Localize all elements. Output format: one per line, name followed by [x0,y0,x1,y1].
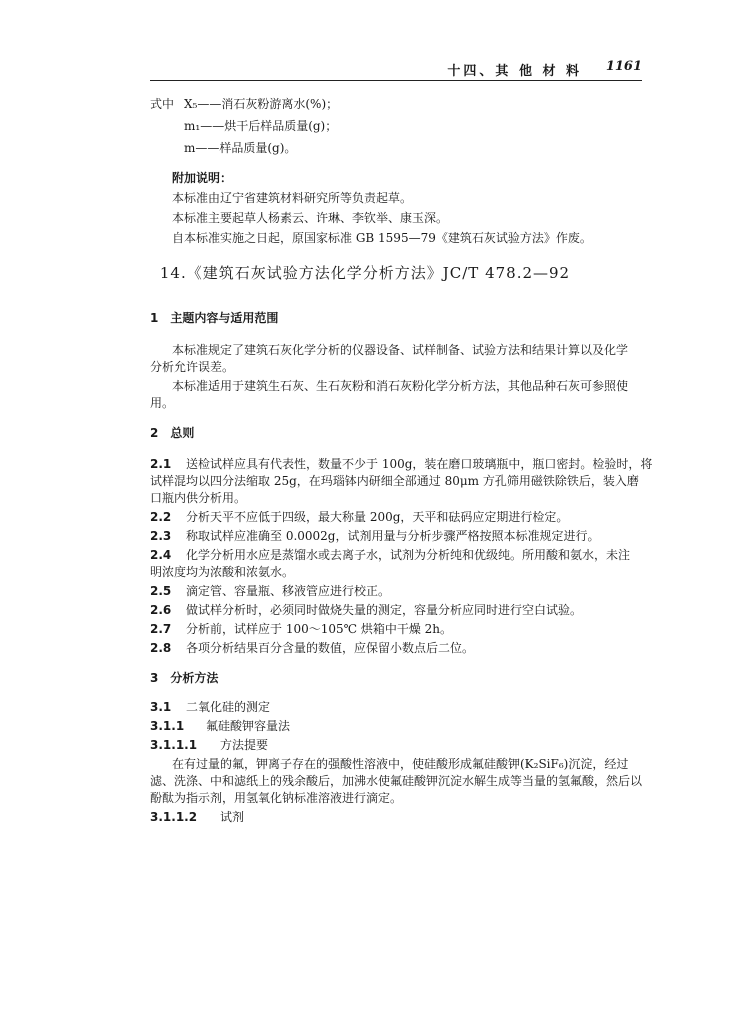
clause-number: 2.1 [150,457,172,471]
clause-2-6 [150,602,582,618]
clause-text: 二氧化硅的测定 [186,700,271,714]
clause-3-1-1 [150,718,290,734]
formula-note-1: X₅——消石灰粉游离水(%)； [184,97,339,111]
clause-2-3 [150,528,600,544]
clause-2-2 [150,509,568,525]
clause-text: 化学分析用水应是蒸馏水或去离子水，试剂为分析纯和优级纯。所用酸和氨水，未注 [186,548,631,562]
header-section-title: 十四、其 他 材 料 [447,64,582,79]
section-1-p1-line1: 本标准规定了建筑石灰化学分析的仪器设备、试样制备、试验方法和结果计算以及化学 [172,343,629,357]
clause-number: 3.1.1 [150,719,185,733]
clause-number: 2.8 [150,641,172,655]
clause-text: 试剂 [220,810,245,824]
clause-text: 做试样分析时，必须同时做烧失量的测定，容量分析应同时进行空白试验。 [186,603,583,617]
section-1-p1-line2: 分析允许误差。 [150,360,235,374]
method-summary-line3: 酚酞为指示剂，用氢氧化钠标准溶液进行滴定。 [150,791,403,805]
clause-3-1-1-2 [150,809,244,825]
clause-text: 氟硅酸钾容量法 [206,719,291,733]
clause-2-1-line3: 口瓶内供分析用。 [150,491,247,505]
section-1-p2-line1: 本标准适用于建筑生石灰、生石灰粉和消石灰粉化学分析方法，其他品种石灰可参照使 [172,379,629,393]
header-page-number: 1161 [605,59,642,74]
appendix-line-1: 本标准由辽宁省建筑材料研究所等负责起草。 [172,191,413,205]
formula-prefix: 式中 [150,97,175,111]
section-1-p2-line2: 用。 [150,396,175,410]
clause-number: 2.5 [150,584,172,598]
clause-number: 2.7 [150,622,172,636]
section-3-heading: 3 分析方法 [150,671,219,685]
appendix-heading: 附加说明： [172,171,233,185]
formula-note-2: m₁——烘干后样品质量(g)； [184,119,338,133]
clause-2-1-line2: 试样混均以四分法缩取 25g，在玛瑙钵内研细全部通过 80μm 方孔筛用磁铁除铁后，装入磨 [150,474,639,488]
method-summary-line1: 在有过量的氟，钾离子存在的强酸性溶液中，使硅酸形成氟硅酸钾(K₂SiF₆)沉淀，经过 [172,757,629,771]
clause-2-1 [150,456,652,472]
clause-2-5 [150,583,390,599]
clause-2-8 [150,640,474,656]
section-1-heading: 1 主题内容与适用范围 [150,311,279,325]
clause-2-7 [150,621,452,637]
standard-title: 14.《建筑石灰试验方法化学分析方法》JC/T 478.2—92 [159,264,571,282]
clause-2-4-line2: 明浓度均为浓酸和浓氨水。 [150,565,295,579]
clause-3-1 [150,699,270,715]
clause-text: 分析前，试样应于 100～105℃ 烘箱中干燥 2h。 [186,622,453,636]
page-header [150,60,642,78]
clause-text: 送检试样应具有代表性，数量不少于 100g，装在磨口玻璃瓶中，瓶口密封。检验时，将 [186,457,653,471]
clause-text: 称取试样应准确至 0.0002g，试剂用量与分析步骤严格按照本标准规定进行。 [186,529,600,543]
clause-text: 各项分析结果百分含量的数值，应保留小数点后二位。 [186,641,475,655]
clause-text: 方法提要 [220,738,269,752]
clause-number: 3.1 [150,700,172,714]
clause-number: 3.1.1.2 [150,810,198,824]
clause-2-4 [150,547,630,563]
clause-text: 分析天平不应低于四级，最大称量 200g，天平和砝码应定期进行检定。 [186,510,569,524]
clause-number: 2.3 [150,529,172,543]
clause-text: 滴定管、容量瓶、移液管应进行校正。 [186,584,391,598]
header-rule [150,80,642,81]
section-2-heading: 2 总则 [150,426,195,440]
formula-note-3: m——样品质量(g)。 [184,141,297,155]
clause-number: 3.1.1.1 [150,738,198,752]
clause-number: 2.4 [150,548,172,562]
clause-3-1-1-1 [150,737,268,753]
clause-number: 2.2 [150,510,172,524]
appendix-line-2: 本标准主要起草人杨素云、许琳、李钦举、康玉深。 [172,211,449,225]
method-summary-line2: 滤、洗涤、中和滤纸上的残余酸后，加沸水使氟硅酸钾沉淀水解生成等当量的氢氟酸，然后以 [150,774,643,788]
appendix-line-3: 自本标准实施之日起，原国家标准 GB 1595—79《建筑石灰试验方法》作废。 [172,231,592,245]
clause-number: 2.6 [150,603,172,617]
